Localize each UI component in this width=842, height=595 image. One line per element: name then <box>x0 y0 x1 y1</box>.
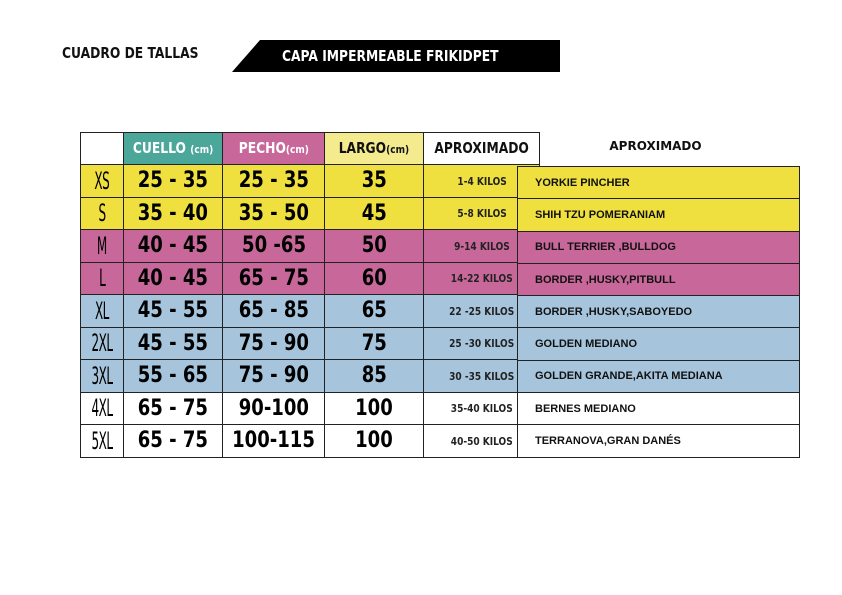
weight-value: 35-40 KILOS <box>424 392 540 425</box>
length-value: 100 <box>325 425 424 458</box>
neck-value: 45 - 55 <box>124 327 223 360</box>
length-value: 45 <box>325 197 424 230</box>
chest-value: 100-115 <box>223 425 325 458</box>
size-row-3xl <box>81 360 540 393</box>
neck-value: 55 - 65 <box>124 360 223 393</box>
size-label: 2XL <box>81 327 124 360</box>
neck-value: 35 - 40 <box>124 197 223 230</box>
length-value: 65 <box>325 295 424 328</box>
length-value: 85 <box>325 360 424 393</box>
header-weight: APROXIMADO <box>424 133 540 165</box>
size-row-m <box>81 230 540 263</box>
size-label: XS <box>81 165 124 198</box>
breed-row <box>518 296 800 328</box>
breed-table-header: APROXIMADO <box>609 139 702 153</box>
weight-value: 14-22 KILOS <box>424 262 540 295</box>
breed-row <box>518 393 800 425</box>
length-value: 35 <box>325 165 424 198</box>
size-row-5xl <box>81 425 540 458</box>
size-table-header <box>81 133 540 165</box>
breed-row <box>518 360 800 392</box>
product-title: CAPA IMPERMEABLE FRIKIDPET <box>282 47 499 65</box>
weight-value: 9-14 KILOS <box>424 230 540 263</box>
breed-name: BERNES MEDIANO <box>518 393 800 425</box>
size-table <box>80 132 540 458</box>
chest-value: 50 -65 <box>223 230 325 263</box>
size-row-l <box>81 262 540 295</box>
header-length: LARGO(cm) <box>325 133 424 165</box>
weight-value: 22 -25 KILOS <box>424 295 540 328</box>
neck-value: 25 - 35 <box>124 165 223 198</box>
page-title: CUADRO DE TALLAS <box>62 44 199 62</box>
header-size <box>81 133 124 165</box>
neck-value: 65 - 75 <box>124 392 223 425</box>
chest-value: 25 - 35 <box>223 165 325 198</box>
chest-value: 90-100 <box>223 392 325 425</box>
neck-value: 40 - 45 <box>124 230 223 263</box>
chest-value: 75 - 90 <box>223 327 325 360</box>
chest-value: 75 - 90 <box>223 360 325 393</box>
breed-row <box>518 167 800 199</box>
breed-table <box>517 166 800 458</box>
size-row-2xl <box>81 327 540 360</box>
neck-value: 40 - 45 <box>124 262 223 295</box>
breed-name: YORKIE PINCHER <box>518 167 800 199</box>
size-label: 3XL <box>81 360 124 393</box>
size-label: S <box>81 197 124 230</box>
neck-value: 45 - 55 <box>124 295 223 328</box>
chest-value: 35 - 50 <box>223 197 325 230</box>
breed-name: SHIH TZU POMERANIAM <box>518 199 800 231</box>
size-label: 4XL <box>81 392 124 425</box>
length-value: 75 <box>325 327 424 360</box>
breed-name: TERRANOVA,GRAN DANÉS <box>518 425 800 457</box>
header-neck: CUELLO (cm) <box>124 133 223 165</box>
breed-row <box>518 425 800 457</box>
breed-name: GOLDEN MEDIANO <box>518 328 800 360</box>
breed-row <box>518 199 800 231</box>
weight-value: 5-8 KILOS <box>424 197 540 230</box>
size-label: L <box>81 262 124 295</box>
weight-value: 1-4 KILOS <box>424 165 540 198</box>
breed-name: BORDER ,HUSKY,SABOYEDO <box>518 296 800 328</box>
breed-row <box>518 263 800 295</box>
weight-value: 25 -30 KILOS <box>424 327 540 360</box>
size-label: 5XL <box>81 425 124 458</box>
breed-row <box>518 231 800 263</box>
length-value: 60 <box>325 262 424 295</box>
header-chest: PECHO(cm) <box>223 133 325 165</box>
weight-value: 40-50 KILOS <box>424 425 540 458</box>
breed-row <box>518 328 800 360</box>
chest-value: 65 - 75 <box>223 262 325 295</box>
size-row-s <box>81 197 540 230</box>
length-value: 100 <box>325 392 424 425</box>
breed-name: GOLDEN GRANDE,AKITA MEDIANA <box>518 360 800 392</box>
chest-value: 65 - 85 <box>223 295 325 328</box>
size-label: XL <box>81 295 124 328</box>
size-row-xl <box>81 295 540 328</box>
breed-name: BORDER ,HUSKY,PITBULL <box>518 263 800 295</box>
size-label: M <box>81 230 124 263</box>
breed-name: BULL TERRIER ,BULLDOG <box>518 231 800 263</box>
size-row-xs <box>81 165 540 198</box>
size-row-4xl <box>81 392 540 425</box>
length-value: 50 <box>325 230 424 263</box>
weight-value: 30 -35 KILOS <box>424 360 540 393</box>
neck-value: 65 - 75 <box>124 425 223 458</box>
